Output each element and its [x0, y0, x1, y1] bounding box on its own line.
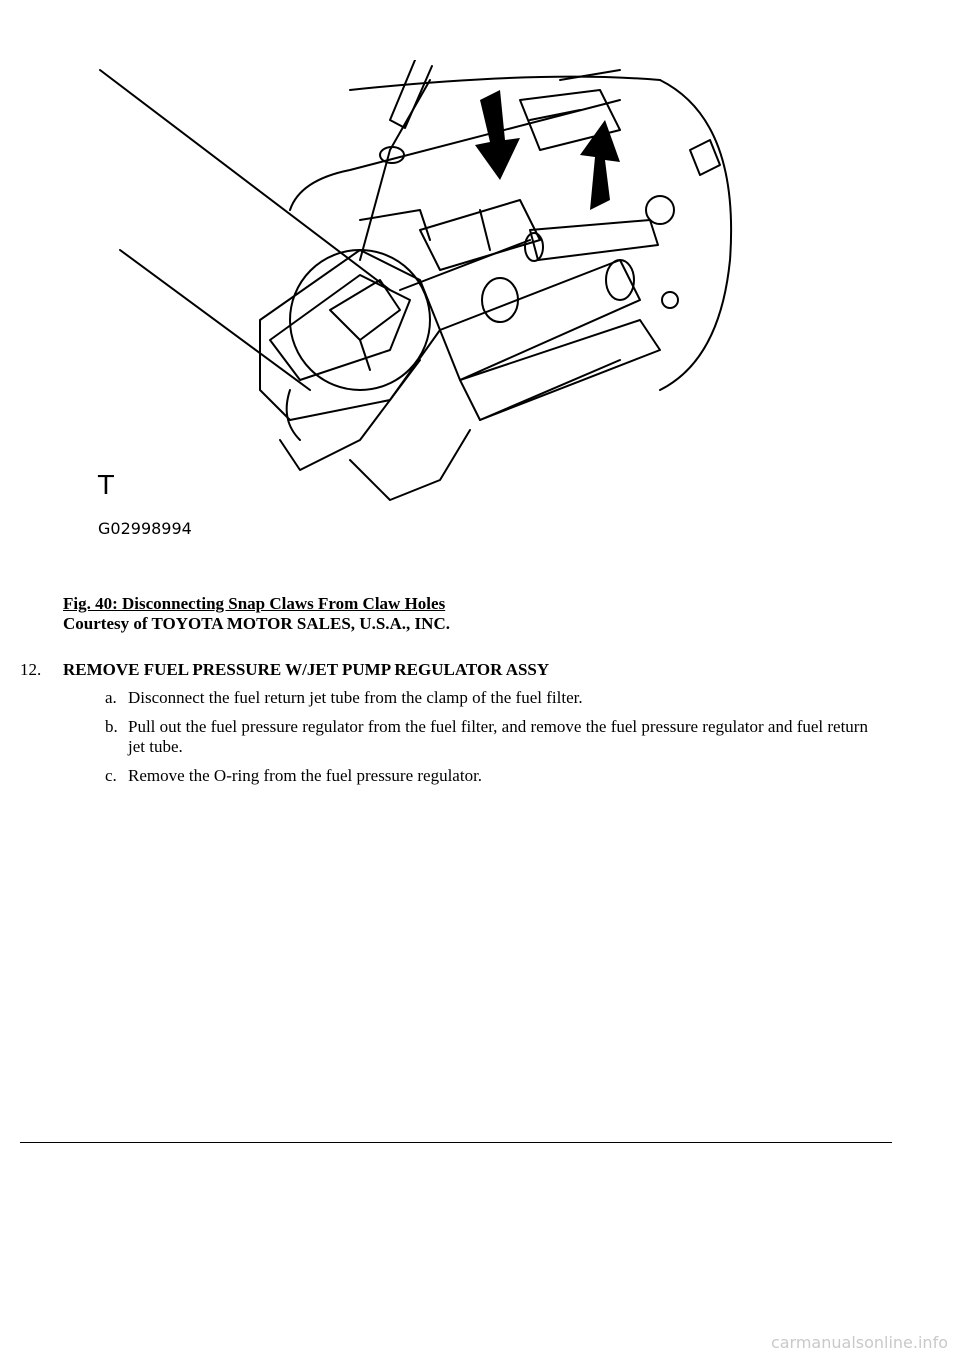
procedure-step: [20, 660, 900, 680]
substep-letter: c.: [105, 766, 117, 785]
substep-text: Remove the O-ring from the fuel pressure regulator.: [128, 766, 483, 785]
substep-letter: b.: [105, 717, 118, 736]
watermark: carmanualsonline.info: [770, 1333, 948, 1352]
substep-list: [105, 688, 885, 795]
figure-graphic-code: G02998994: [98, 519, 192, 538]
footer-divider: [20, 1142, 892, 1143]
figure-view-label: T: [98, 471, 114, 501]
fuel-pump-diagram: [60, 60, 760, 560]
figure-illustration: [60, 60, 760, 560]
substep-item: [105, 688, 885, 708]
substep-text: Disconnect the fuel return jet tube from the clamp of the fuel filter.: [128, 688, 583, 707]
step-heading: REMOVE FUEL PRESSURE W/JET PUMP REGULATOR ASSY: [63, 660, 550, 679]
caption-credit: Courtesy of TOYOTA MOTOR SALES, U.S.A., INC.: [63, 614, 450, 633]
up-arrow-icon: [580, 120, 620, 210]
figure-caption: [63, 594, 450, 634]
substep-item: [105, 717, 885, 757]
substep-item: [105, 766, 885, 786]
substep-text: Pull out the fuel pressure regulator from the fuel filter, and remove the fuel pressure regulator and fuel return jet tube.: [128, 717, 868, 756]
substep-letter: a.: [105, 688, 117, 707]
step-number: 12.: [20, 660, 42, 679]
caption-title: Fig. 40: Disconnecting Snap Claws From Claw Holes: [63, 594, 446, 613]
